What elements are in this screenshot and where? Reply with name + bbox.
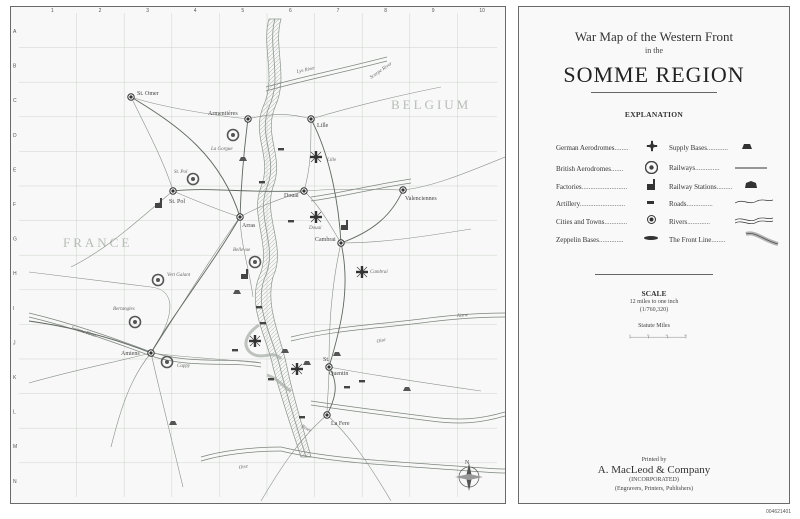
scale-heading: SCALE	[641, 289, 667, 298]
artillery-icon	[288, 220, 294, 222]
british-aerodrome-center	[191, 177, 195, 181]
legend-item-zeppelin: Zeppelin Bases..............	[556, 236, 624, 244]
city-label-douai: Douai	[284, 193, 299, 199]
legend-label: Zeppelin Bases	[556, 236, 599, 244]
grid-row-label: D	[13, 132, 17, 139]
grid-row-label: J	[13, 340, 16, 347]
aerodrome-label-la_gorgue: La Gorgue	[211, 147, 233, 152]
grid-col-label: 7	[336, 8, 340, 14]
map-canvas	[11, 7, 505, 503]
city-label-st_omer: St. Omer	[137, 91, 159, 97]
scale-tick-24: 24	[665, 335, 668, 337]
scale-fraction-text: (1/760,320)	[639, 307, 669, 313]
artillery-icon	[299, 416, 305, 418]
legend-item-roads: Roads...............	[669, 200, 713, 208]
explanation-heading: EXPLANATION	[624, 110, 684, 119]
legend-item-rivers: Rivers.............	[669, 218, 711, 226]
aerodrome-layer	[113, 130, 388, 376]
city-dot	[327, 365, 330, 368]
legend-item-railway-stations: Railway Stations.........	[669, 183, 733, 191]
grid-col-label: 2	[98, 8, 102, 14]
region-label-belgium: BELGIUM	[391, 97, 472, 112]
city-dot	[246, 117, 249, 120]
map-panel	[10, 6, 506, 504]
station-icon	[745, 181, 757, 189]
legend-label: Railway Stations	[669, 183, 717, 191]
aerodrome-label-st_pol_aero: St. Pol	[174, 170, 188, 175]
british-aerodrome-center	[253, 260, 257, 264]
aerodrome-label-douai_aero: Douai	[309, 226, 322, 231]
legend-label: Supply Bases	[669, 144, 707, 152]
aerodrome-label-lille_aero: Lille	[327, 158, 337, 163]
city-label-arras: Arras	[242, 223, 256, 229]
scale-tick-0: 0	[629, 335, 631, 337]
factory-icon	[241, 269, 248, 279]
roundel-icon	[645, 161, 658, 174]
german-aerodrome-icon	[310, 151, 322, 163]
scale-bar	[584, 334, 732, 342]
legend-item-front-line: The Front Line........	[669, 236, 726, 244]
aerodrome-label-cambrai_aero: Cambrai	[370, 270, 388, 275]
city-dot	[325, 413, 328, 416]
legend-label: German Aerodromes	[556, 144, 615, 152]
printer-name: A. MacLeod & Company	[597, 464, 711, 476]
grid-col-label: 4	[193, 8, 197, 14]
grid-row-label: E	[13, 167, 17, 174]
aerodrome-label-bertangles: Bertangles	[113, 307, 135, 312]
supply-base-icon	[303, 361, 311, 365]
artillery-icon	[646, 200, 656, 206]
supply-base-icon	[333, 352, 341, 356]
city-dot	[339, 241, 342, 244]
artillery-icon	[344, 386, 350, 388]
legend-label: Cities and Towns	[556, 218, 605, 226]
grid-col-label: 10	[479, 8, 485, 14]
supply-base-icon	[742, 143, 752, 150]
aerodrome-label-vert_galant: Vert Galant	[167, 273, 191, 278]
factory-icon	[155, 198, 162, 208]
supply-base-icon	[233, 290, 241, 294]
factory-icon	[646, 179, 658, 190]
zeppelin-icon	[644, 235, 660, 241]
artillery-icon	[278, 148, 284, 150]
water-label-aisne: Aisne	[456, 313, 469, 319]
front-line-icon	[745, 230, 779, 248]
city-label-cambrai: Cambrai	[315, 237, 336, 243]
water-label-lys: Lys River	[296, 66, 316, 75]
grid-row-label: I	[13, 305, 15, 312]
factory-icon	[341, 220, 348, 230]
british-aerodrome-center	[133, 320, 137, 324]
british-aerodrome-center	[231, 133, 235, 137]
german-aerodrome-icon	[249, 335, 261, 347]
aerodrome-label-cappy: Cappy	[177, 364, 191, 369]
legend-title-main: SOMME REGION	[563, 62, 745, 87]
legend-label: Rivers	[669, 218, 688, 226]
city-icon	[646, 214, 657, 225]
city-dot	[238, 215, 241, 218]
printer-description: (Engravers, Printers, Publishers)	[615, 486, 693, 492]
legend-item-cities: Cities and Towns.............	[556, 218, 628, 226]
grid-col-label: 1	[51, 8, 54, 14]
water-label-oise2: Oise	[238, 464, 249, 471]
city-dot	[171, 189, 174, 192]
legend-item-artillery: Artillery..........................	[556, 200, 626, 208]
map-grid	[19, 13, 497, 497]
legend-item-supply-bases: Supply Bases............	[669, 144, 728, 152]
legend-label: The Front Line	[669, 236, 712, 244]
supply-base-icon	[169, 421, 177, 425]
grid-col-label: 3	[146, 8, 149, 14]
city-dot	[149, 351, 152, 354]
city-label-lille: Lille	[317, 123, 329, 129]
grid-row-label: F	[13, 202, 17, 208]
image-id-label: 004621401	[766, 509, 792, 515]
german-aerodrome-icon	[356, 266, 368, 278]
city-label-st_quentin_2: Quentin	[329, 371, 349, 377]
compass-north-label: N	[465, 460, 470, 466]
scale-tick-36: 36	[684, 335, 687, 337]
artillery-icon	[359, 380, 365, 382]
city-dot	[302, 189, 305, 192]
scale-ratio-text: 12 miles to one inch	[629, 299, 679, 305]
railway-icon	[735, 166, 767, 170]
grid-row-label: M	[13, 444, 18, 451]
grid-row-label: G	[13, 236, 17, 243]
grid-row-label: A	[13, 29, 17, 35]
river-icon	[735, 216, 773, 226]
railways	[29, 97, 403, 415]
road-icon	[735, 198, 773, 206]
water-label-river3: River	[300, 424, 312, 435]
legend-title-line2: in the	[645, 46, 663, 55]
iron-cross-icon	[646, 140, 658, 152]
legend-label: Railways	[669, 164, 696, 172]
city-dot	[129, 95, 132, 98]
artillery-icon	[260, 322, 266, 324]
city-label-st_pol: St. Pol	[169, 199, 186, 205]
legend-title-line1: War Map of the Western Front	[574, 29, 734, 44]
legend-label: British Aerodromes	[556, 165, 612, 173]
legend-label: Factories	[556, 183, 582, 191]
german-aerodrome-icon	[310, 211, 322, 223]
printer-incorporated: (INCORPORATED)	[629, 477, 679, 483]
grid-col-label: 8	[384, 8, 387, 14]
grid-row-label: K	[13, 375, 17, 381]
british-aerodrome-center	[165, 360, 169, 364]
region-label-france: FRANCE	[63, 235, 133, 250]
city-dot	[401, 188, 404, 191]
scale-unit-label: Statute Miles	[638, 323, 670, 329]
legend-item-railways: Railways..............	[669, 164, 720, 172]
legend-label: Roads	[669, 200, 687, 208]
grid-col-label: 6	[289, 8, 292, 14]
artillery-icon	[268, 378, 274, 380]
german-aerodrome-icon	[291, 363, 303, 375]
grid-row-label: N	[13, 478, 17, 485]
city-label-la_fere: La Fere	[331, 421, 350, 427]
water-label-oise: Oise	[376, 337, 387, 345]
water-label-scarpe: Scarpe River	[369, 61, 394, 81]
water-label-somme: Somme River	[70, 326, 98, 340]
aerodrome-label-bellevue: Bellevue	[233, 248, 251, 253]
grid-row-label: H	[13, 271, 17, 278]
grid-col-label: 9	[431, 8, 435, 14]
compass-rose	[455, 460, 483, 491]
front-line	[246, 19, 311, 457]
title-rule	[591, 92, 717, 93]
legend-panel	[518, 6, 790, 504]
scale-tick-12: 12	[647, 335, 650, 337]
artillery-icon	[232, 349, 238, 351]
grid-col-label: 5	[241, 8, 245, 14]
city-label-valenciennes: Valenciennes	[405, 196, 437, 202]
british-aerodrome-center	[156, 278, 160, 282]
printed-by-text: Printed by	[641, 457, 667, 463]
grid-row-label: B	[13, 63, 17, 70]
legend-item-british-aerodromes: British Aerodromes.......	[556, 165, 624, 173]
artillery-icon	[256, 306, 262, 308]
city-label-st_quentin_1: St.	[323, 357, 330, 363]
grid-row-label: C	[13, 98, 17, 105]
city-dot	[309, 117, 312, 120]
legend-item-german-aerodromes: German Aerodromes........	[556, 144, 629, 152]
legend-label: Artillery	[556, 200, 580, 208]
city-label-amiens: Amiens	[121, 351, 140, 357]
legend-item-factories: Factories..........................	[556, 183, 628, 191]
supply-base-icon	[239, 157, 247, 161]
artillery-icon	[259, 181, 265, 183]
city-label-armentieres: Armentières	[208, 111, 238, 117]
grid-row-label: L	[13, 409, 16, 416]
scale-rule	[595, 274, 713, 275]
